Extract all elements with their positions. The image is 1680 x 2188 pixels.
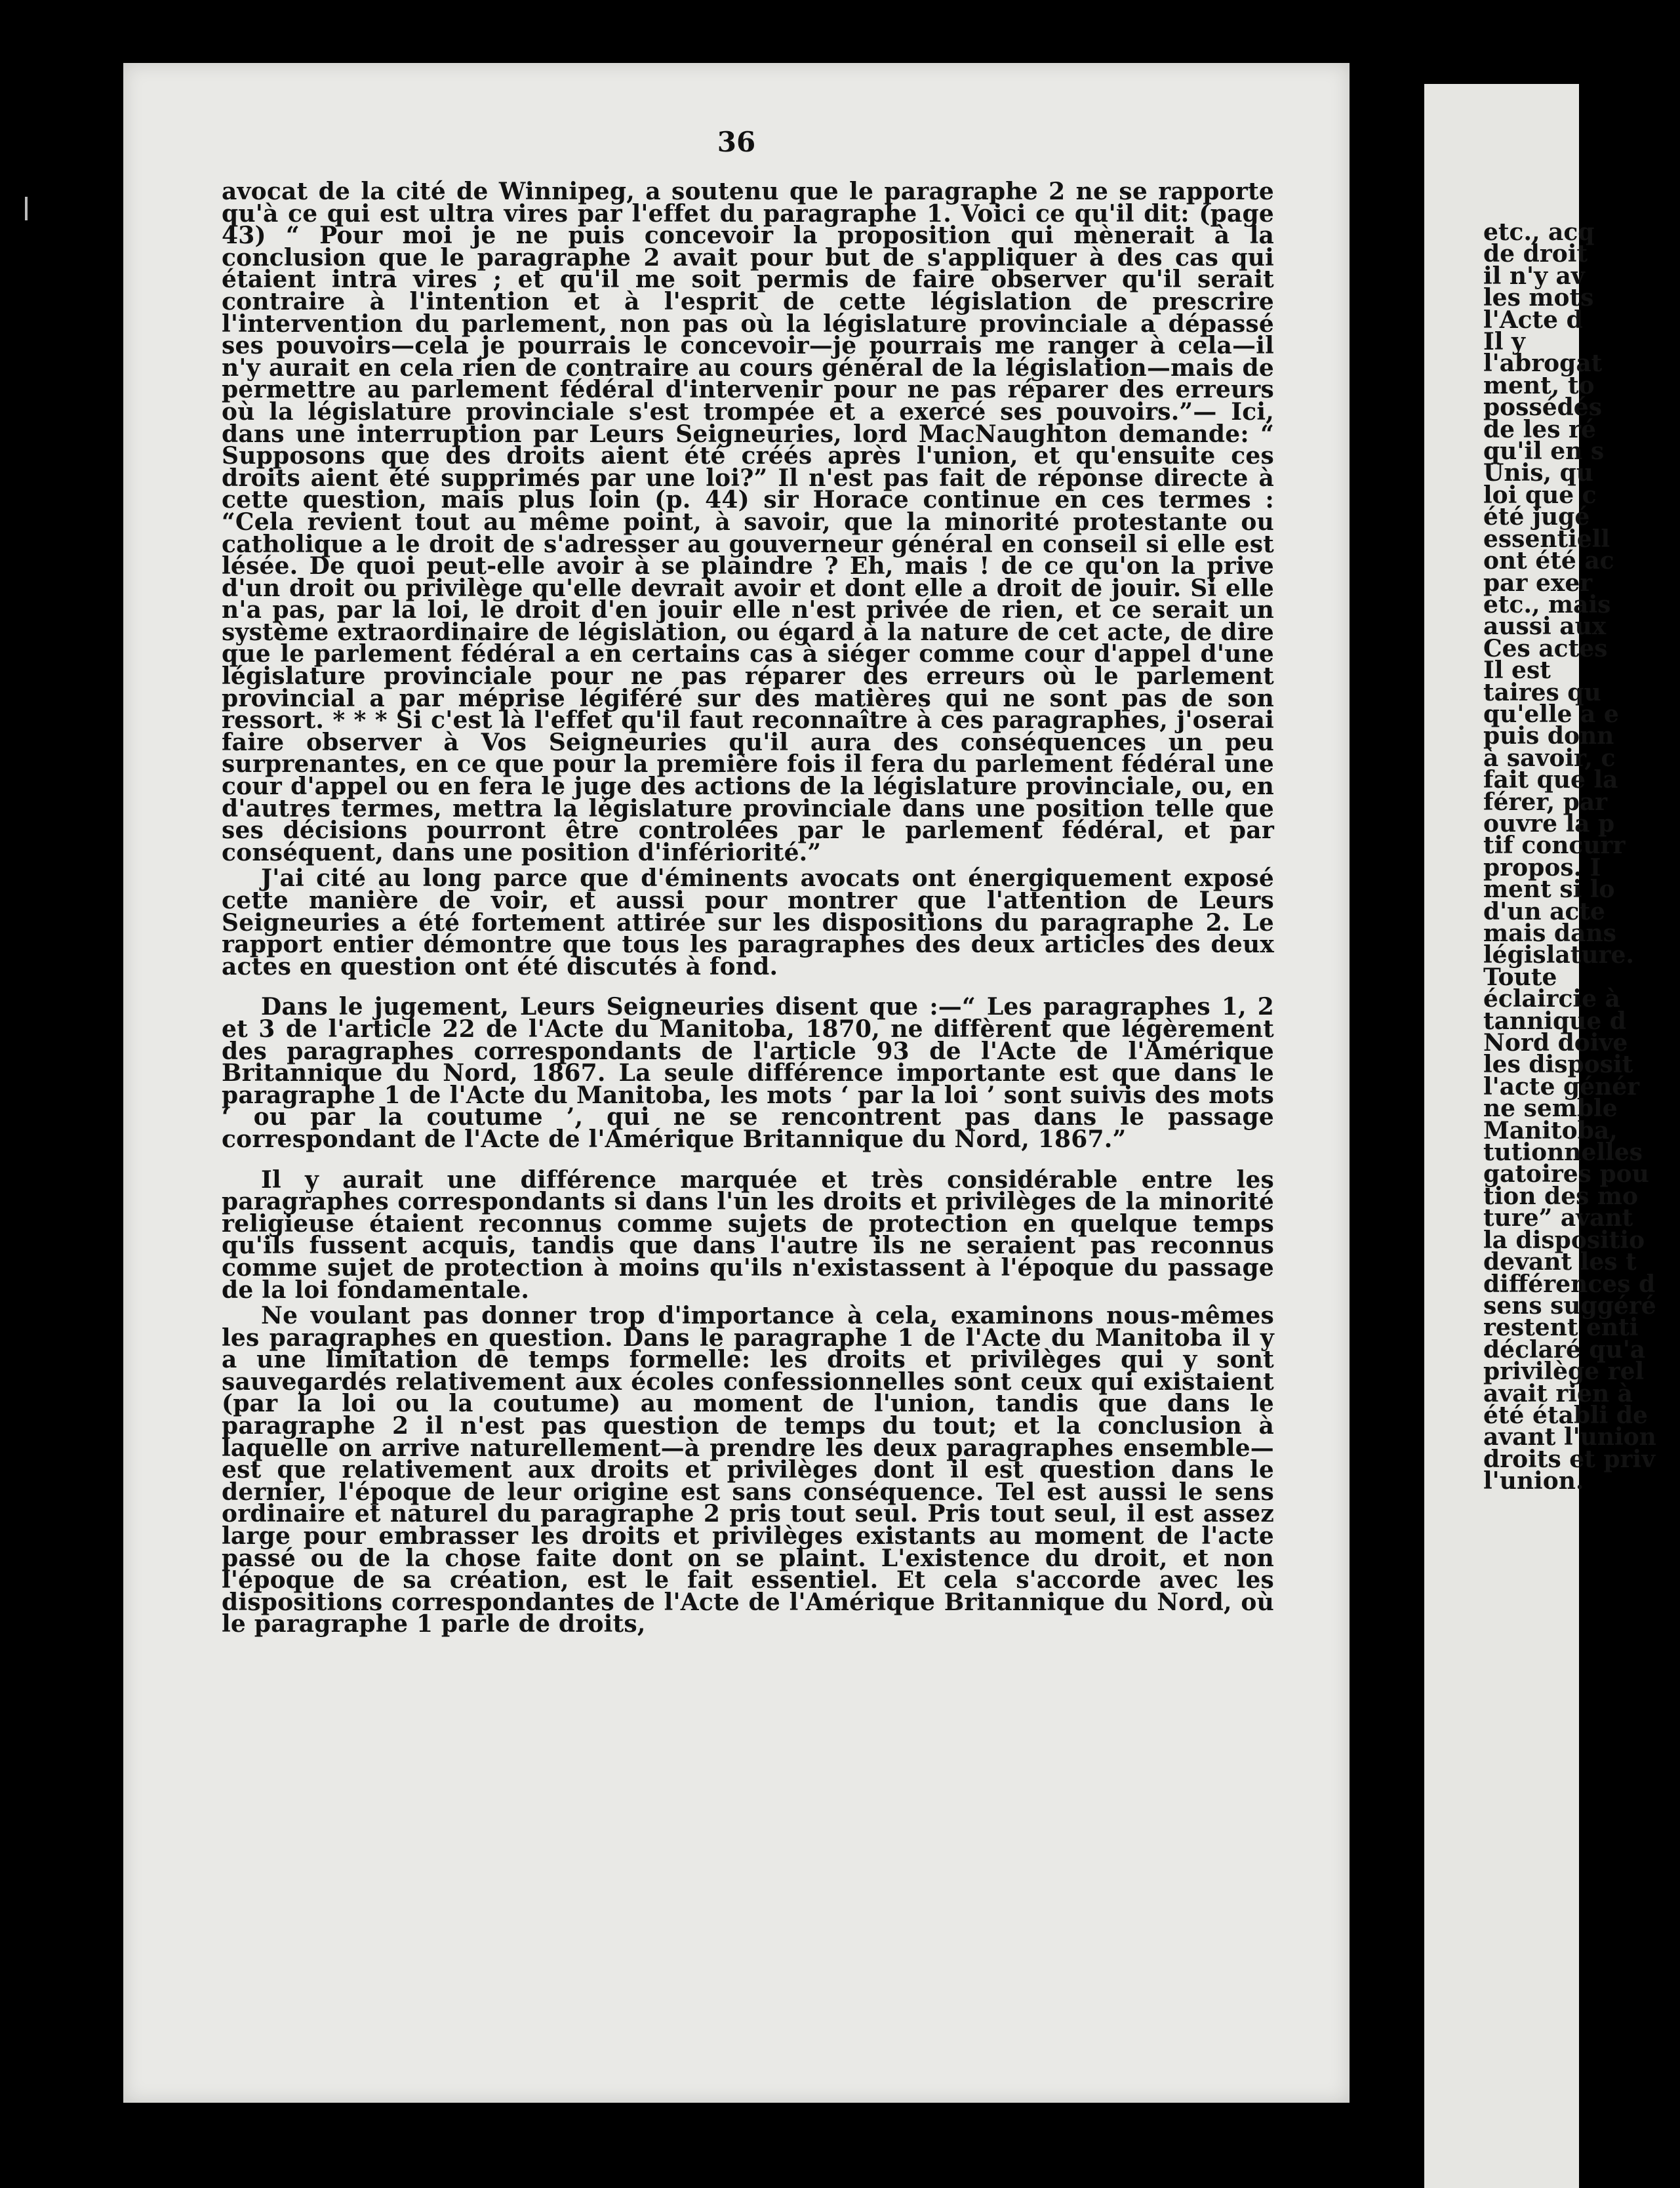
facing-page-line: Nord doive bbox=[1483, 1029, 1628, 1057]
facing-page-line: essentiell bbox=[1483, 525, 1610, 553]
paragraph-4: Il y aurait une différence marquée et très considérable entre les paragraphes correspondants si dans l'un les droits et privilèges de la minorité religieuse étaient reconnus comme sujets de protection en quelque temps qu'ils fussent acquis, tandis que dans l'autre ils ne seraient pas reconnus comme sujet de protection à moins qu'ils n'existassent à l'époque du passage de la loi fondamentale. bbox=[222, 1165, 1274, 1304]
facing-page-line: sens suggéré bbox=[1483, 1291, 1656, 1320]
facing-page-line: l'acte génér bbox=[1483, 1072, 1640, 1101]
facing-page bbox=[1424, 84, 1656, 2188]
facing-page-line: été établi de bbox=[1483, 1401, 1648, 1429]
facing-page-line: les mots bbox=[1483, 284, 1594, 312]
paragraph-3: Dans le jugement, Leurs Seigneuries disent que :—“ Les paragraphes 1, 2 et 3 de l'article 22 de l'Acte du Manitoba, 1870, ne diffèrent que légèrement des paragraphes correspondants de l'article 93 de l'Acte de l'Amérique Britannique du Nord, 1867. La seule différence importante est que dans le paragraphe 1 de l'Acte du Manitoba, les mots ‘ par la loi ’ sont suivis des mots ‘ ou par la coutume ’, qui ne se rencontrent pas dans le passage correspondant de l'Acte de l'Amérique Britannique du Nord, 1867.” bbox=[222, 993, 1274, 1153]
facing-page-line: l'union. bbox=[1483, 1467, 1584, 1495]
facing-page-line: les disposit bbox=[1483, 1051, 1633, 1079]
facing-page-line: fait que la bbox=[1483, 766, 1618, 794]
facing-page-line: différences d bbox=[1483, 1270, 1656, 1298]
facing-page-line: il n'y av bbox=[1483, 262, 1585, 290]
facing-page-line: Manitoba, bbox=[1483, 1116, 1618, 1145]
facing-page-line: gatoires pou bbox=[1483, 1160, 1649, 1188]
facing-page-line: tannique d bbox=[1483, 1007, 1626, 1035]
facing-page-line: été jugé bbox=[1483, 503, 1590, 531]
facing-page-line: de les ré bbox=[1483, 415, 1596, 443]
facing-page-line: ne semble bbox=[1483, 1095, 1618, 1123]
facing-page-line: la dispositio bbox=[1483, 1226, 1645, 1254]
facing-page-text bbox=[1483, 218, 1680, 1495]
facing-page-line: droits et priv bbox=[1483, 1445, 1656, 1473]
page-number: 36 bbox=[717, 126, 756, 158]
facing-page-line: Unis, qu bbox=[1483, 459, 1593, 487]
facing-page-line: loi que c bbox=[1483, 481, 1597, 509]
facing-page-line: par exer bbox=[1483, 569, 1593, 597]
facing-page-line: férer, par bbox=[1483, 788, 1608, 816]
facing-page-line: restent enti bbox=[1483, 1314, 1639, 1342]
facing-page-line: etc., acq bbox=[1483, 218, 1595, 246]
paragraph-5: Ne voulant pas donner trop d'importance à cela, examinons nous-mêmes les paragraphes en question. Dans le paragraphe 1 de l'Acte du Manitoba il y a une limitation de temps formelle: les droits et privilèges qui y sont sauvegardés relativement aux écoles confessionnelles sont ceux qui existaient (par la loi ou la coutume) au moment de l'union, tandis que dans le paragraphe 2 il n'est pas question de temps du tout; et la conclusion à laquelle on arrive naturellement—à prendre les deux paragraphes ensemble—est que relativement aux droits et privilèges dont il est question dans le dernier, l'époque de leur origine est sans conséquence. Tel est aussi le sens ordinaire et naturel du paragraphe 2 pris tout seul. Pris tout seul, il est assez large pour embrasser les droits et privilèges existants au moment de l'acte passé ou de la chose faite dont on se plaint. L'existence du droit, et non l'époque de sa création, est le fait essentiel. Et cela s'accorde avec les dispositions correspondantes de l'Acte de l'Amérique Britannique du Nord, où le paragraphe 1 parle de droits, bbox=[222, 1302, 1274, 1638]
facing-page-line: ture” avant bbox=[1483, 1204, 1633, 1232]
facing-page-line: aussi aux bbox=[1483, 613, 1607, 641]
facing-page-line: privilège rel bbox=[1483, 1358, 1645, 1386]
paragraph-1: avocat de la cité de Winnipeg, a soutenu que le paragraphe 2 ne se rapporte qu'à ce qui est ultra vires par l'effet du paragraphe 1. Voici ce qu'il dit: (page 43) “ Pour moi je ne puis concevoir la proposition qui mènerait à la conclusion que le paragraphe 2 avait pour but de s'appliquer à des cas qui étaient intra vires ; et qu'il me soit permis de faire observer qu'il serait contraire à l'intention et à l'esprit de cette législation de prescrire l'intervention du parlement, non pas où la législature provinciale a dépassé ses pouvoirs—cela je pourrais le concevoir—je pourrais me ranger à cela—il n'y aurait en cela rien de contraire au cours général de la législation—mais de permettre au parlement fédéral d'intervenir pour ne pas réparer des erreurs où la législature provinciale s'est trompée et a exercé ses pouvoirs.”— Ici, dans une interruption par Leurs Seigneuries, lord MacNaughton demande: “ Supposons que des droits aient été créés après l'union, et qu'ensuite ces droits aient été supprimés par une loi?” Il n'est pas fait de réponse directe à cette question, mais plus loin (p. 44) sir Horace continue en ces termes : “Cela revient tout au même point, à savoir, que la minorité protestante ou catholique a le droit de s'adresser au gouverneur général en conseil si elle est lésée. De quoi peut-elle avoir à se plaindre ? Eh, mais ! de ce qu'on la prive d'un droit ou privilège qu'elle devrait avoir et dont elle a droit de jouir. Si elle n'a pas, par la loi, le droit d'en jouir elle n'est privée de rien, et ce serait un système extraordinaire de législation, ou égard à la nature de cet acte, de dire que le parlement fédéral a en certains cas à siéger comme cour d'appel d'une législature provinciale pour ne pas réparer des erreurs où le parlement provincial a par méprise légiféré sur des matières qui ne sont pas de son ressort. * * * Si c'est là l'effet qu'il faut reconnaître à ces paragraphes, j'oserai faire observer à Vos Seigneuries qu'il aura des conséquences un peu surprenantes, en ce que pour la première fois il fera du parlement fédéral une cour d'appel ou en fera le juge des actions de la législature provinciale, ou, en d'autres termes, mettra la législature provinciale dans une position telle que ses décisions pourront être controlées par le parlement fédéral, et par conséquent, dans une position d'infériorité.” bbox=[222, 178, 1274, 866]
facing-page-line: d'un acte bbox=[1483, 897, 1605, 925]
facing-page-line: tion des mo bbox=[1483, 1182, 1639, 1210]
facing-page-line: Ces actes bbox=[1483, 634, 1608, 662]
facing-page-line: qu'elle a e bbox=[1483, 700, 1619, 728]
facing-page-line: déclaré qu'a bbox=[1483, 1335, 1646, 1364]
scan-mark bbox=[25, 197, 28, 220]
facing-page-line: tif concurr bbox=[1483, 832, 1626, 860]
facing-page-line: puis donn bbox=[1483, 722, 1614, 750]
facing-page-line: ont été ac bbox=[1483, 547, 1614, 575]
facing-page-line: tutionnelles bbox=[1483, 1139, 1643, 1167]
facing-page-line: Il y bbox=[1483, 328, 1525, 356]
facing-page-line: à savoir, c bbox=[1483, 744, 1616, 772]
facing-page-line: ment si lo bbox=[1483, 876, 1615, 904]
scanned-page bbox=[123, 63, 1350, 2103]
facing-page-line: possédés bbox=[1483, 394, 1602, 422]
facing-page-line: propos. I bbox=[1483, 853, 1601, 881]
facing-page-line: l'Acte d bbox=[1483, 306, 1583, 334]
facing-page-line: législature. bbox=[1483, 941, 1634, 969]
facing-page-line: etc., mais bbox=[1483, 590, 1611, 618]
facing-page-line: qu'il en s bbox=[1483, 437, 1605, 466]
facing-page-line: Toute bbox=[1483, 963, 1557, 991]
paragraph-2: J'ai cité au long parce que d'éminents avocats ont énergiquement exposé cette manière de voir, et aussi pour montrer que l'attention de Leurs Seigneuries a été fortement attirée sur les dispositions du paragraphe 2. Le rapport entier démontre que tous les paragraphes des deux articles des deux actes en question ont été discutés à fond. bbox=[222, 864, 1274, 981]
facing-page-line: de droit bbox=[1483, 240, 1588, 268]
facing-page-line: Il est bbox=[1483, 657, 1551, 685]
facing-page-line: avait rien à bbox=[1483, 1379, 1633, 1408]
facing-page-line: éclaircie à bbox=[1483, 985, 1620, 1013]
facing-page-line: ouvre la p bbox=[1483, 809, 1615, 838]
facing-page-line: devant les t bbox=[1483, 1248, 1637, 1276]
facing-page-line: ment, to bbox=[1483, 371, 1595, 399]
facing-page-line: taires qu bbox=[1483, 678, 1601, 706]
facing-page-line: mais dans bbox=[1483, 920, 1616, 947]
page-body bbox=[222, 178, 1274, 1638]
facing-page-line: avant l'union bbox=[1483, 1423, 1656, 1451]
facing-page-line: l'abrogat bbox=[1483, 350, 1603, 378]
